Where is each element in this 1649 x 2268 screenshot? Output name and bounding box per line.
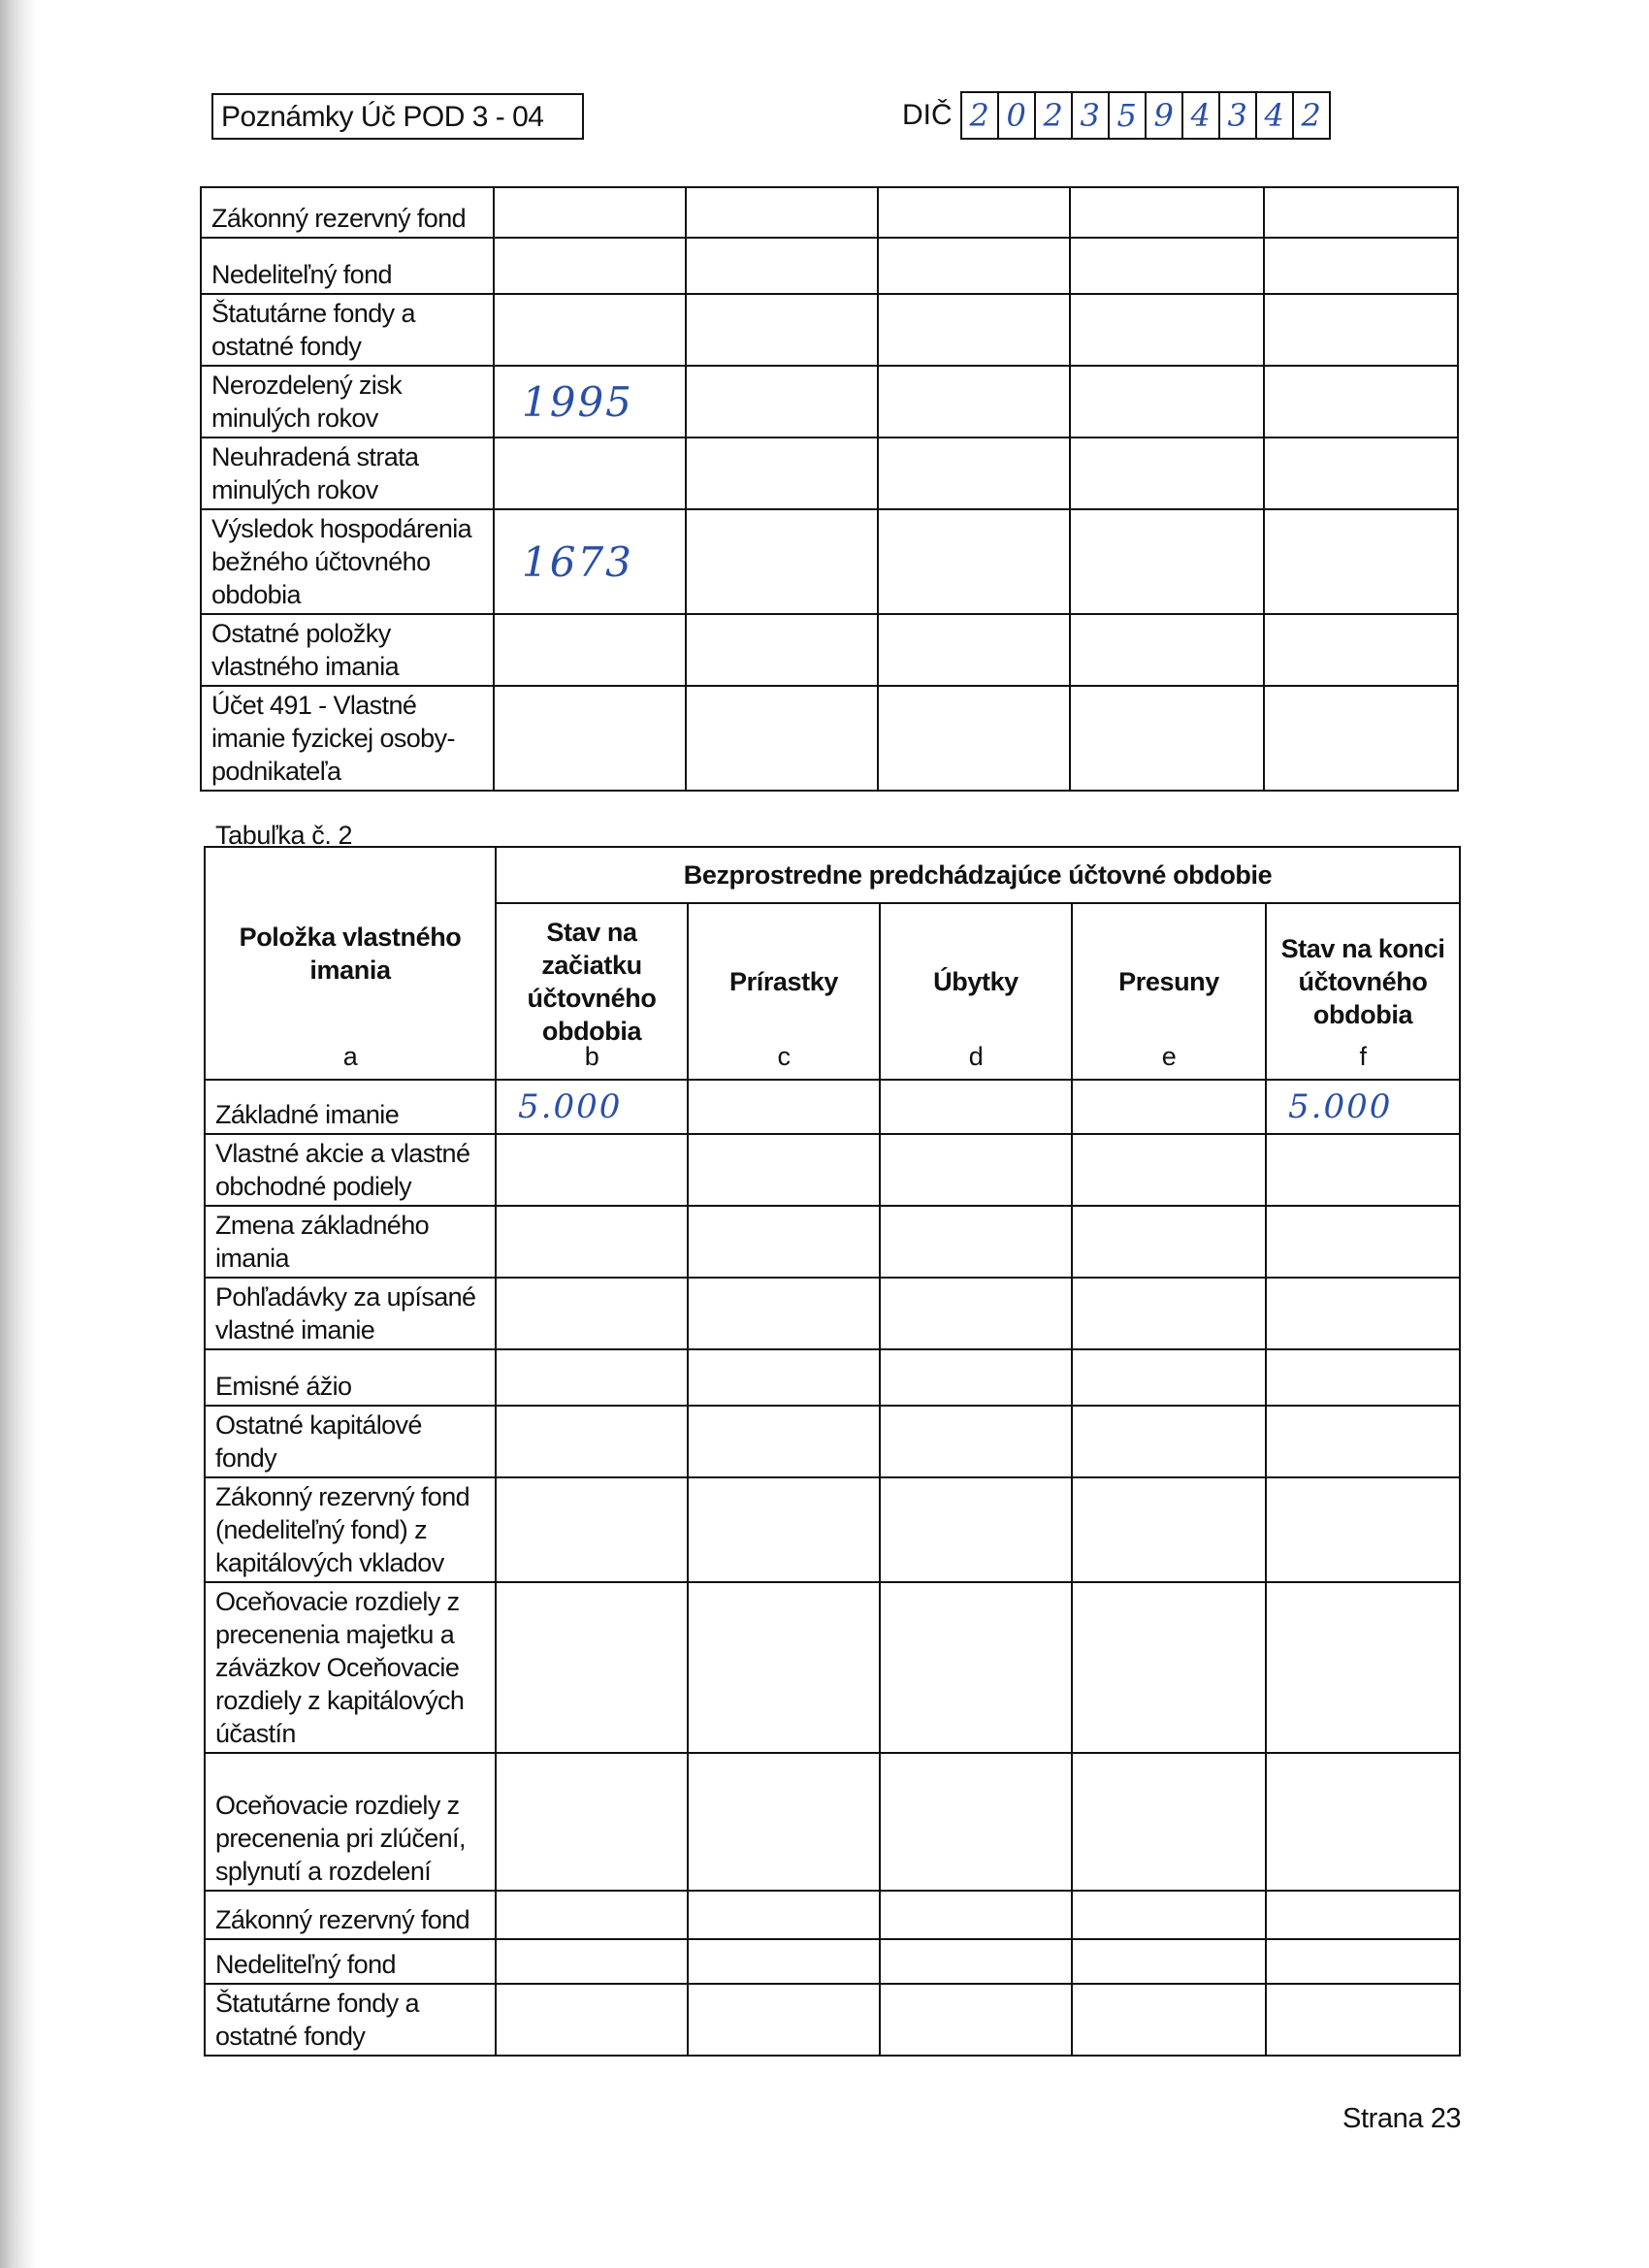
value-cell: [496, 1349, 688, 1406]
row-label: Ostatné kapitálové fondy: [205, 1406, 496, 1477]
table-row: [205, 1206, 1460, 1278]
handwritten-value: 1673: [494, 509, 686, 614]
table-row: [201, 366, 1458, 437]
column-title: Úbytky: [933, 967, 1018, 996]
column-header: [1266, 903, 1460, 1080]
row-label: Zákonný rezervný fond: [205, 1891, 496, 1939]
table-row: [205, 1582, 1460, 1753]
column-letter: f: [1359, 1042, 1367, 1071]
column-title: Stav na začiatku účtovného obdobia: [527, 918, 657, 1046]
form-label-box: Poznámky Úč POD 3 - 04: [211, 93, 584, 140]
row-label: Zmena základného imania: [205, 1206, 496, 1278]
value-cell: [1266, 1349, 1460, 1406]
dic-digit: 5: [1110, 93, 1147, 138]
value-cell: [496, 1891, 688, 1939]
table-row: [201, 437, 1458, 509]
value-cell: [496, 1406, 688, 1477]
table-row: [201, 509, 1458, 614]
handwritten-value: 5.000: [496, 1080, 688, 1134]
table-row: [201, 686, 1458, 791]
column-letter: b: [584, 1042, 599, 1071]
table-row: [205, 1477, 1460, 1582]
dic-digit: 2: [1301, 97, 1321, 134]
column-letter: a: [342, 1042, 358, 1071]
column-letter: e: [1161, 1042, 1177, 1071]
column-title: Stav na konci účtovného obdobia: [1280, 934, 1445, 1029]
table-row: [205, 1349, 1460, 1406]
table-row: [205, 1891, 1460, 1939]
column-title: Prírastky: [729, 967, 838, 996]
row-label: Štatutárne fondy a ostatné fondy: [201, 294, 494, 366]
dic-digit: 2: [962, 93, 999, 138]
row-label: Oceňovacie rozdiely z precenenia pri zlúčení, splynutí a rozdelení: [205, 1753, 496, 1891]
column-header: [496, 903, 688, 1080]
row-label: Emisné ážio: [205, 1349, 496, 1406]
row-label: Účet 491 - Vlastné imanie fyzickej osoby-podnikateľa: [201, 686, 494, 791]
table-row: [205, 1080, 1460, 1134]
value-cell: [496, 1939, 688, 1984]
column-header: [880, 903, 1072, 1080]
value-cell: [496, 1753, 688, 1891]
value-cell: [496, 1134, 688, 1206]
table-row: [205, 1278, 1460, 1349]
table-row: [201, 294, 1458, 366]
table-row: [201, 238, 1458, 294]
value-cell: [494, 437, 686, 509]
dic-digit: 3: [1220, 93, 1257, 138]
value-cell: [496, 1582, 688, 1753]
row-label: Zákonný rezervný fond (nedeliteľný fond) z kapitálových vkladov: [205, 1477, 496, 1582]
equity-table-2: [204, 846, 1461, 2057]
value-cell: [1266, 1939, 1460, 1984]
dic-digit-boxes: [960, 91, 1331, 140]
value-cell: [1266, 1278, 1460, 1349]
dic-digit: 4: [1183, 93, 1220, 138]
table-row: [205, 1984, 1460, 2056]
table-row: [205, 1939, 1460, 1984]
scan-page-edge: [0, 0, 37, 2268]
dic-digit: 2: [1036, 93, 1073, 138]
value-cell: [1266, 1477, 1460, 1582]
first-column-header: [205, 847, 496, 1080]
table-caption: Tabuľka č. 2: [215, 821, 353, 850]
table-row: [201, 187, 1458, 238]
value-cell: [1266, 1582, 1460, 1753]
row-label: Základné imanie: [205, 1080, 496, 1134]
value-cell: [1266, 1891, 1460, 1939]
table-row: [205, 1134, 1460, 1206]
dic-field: [902, 91, 1331, 140]
page-number: Strana 23: [1342, 2103, 1462, 2134]
column-letter: d: [968, 1042, 984, 1071]
first-column-title: Položka vlastného imania: [239, 923, 462, 985]
row-label: Zákonný rezervný fond: [201, 187, 494, 238]
value-cell: [494, 187, 686, 238]
row-label: Vlastné akcie a vlastné obchodné podiely: [205, 1134, 496, 1206]
row-label: Nerozdelený zisk minulých rokov: [201, 366, 494, 437]
row-label: Štatutárne fondy a ostatné fondy: [205, 1984, 496, 2056]
column-title: Presuny: [1118, 967, 1219, 996]
dic-digit: 9: [1147, 93, 1183, 138]
dic-digit: 0: [999, 93, 1036, 138]
table-row: [205, 1753, 1460, 1891]
dic-label: DIČ: [902, 99, 953, 131]
column-header: [1072, 903, 1266, 1080]
value-cell: [494, 614, 686, 686]
table-row: [201, 614, 1458, 686]
dic-digit: 3: [1073, 93, 1110, 138]
dic-digit: 4: [1257, 93, 1294, 138]
value-cell: [1266, 1984, 1460, 2056]
period-header: Bezprostredne predchádzajúce účtovné obdobie: [496, 847, 1460, 903]
value-cell: [1266, 1406, 1460, 1477]
row-label: Ostatné položky vlastného imania: [201, 614, 494, 686]
value-cell: [496, 1477, 688, 1582]
row-label: Nedeliteľný fond: [201, 238, 494, 294]
value-cell: [496, 1984, 688, 2056]
row-label: Výsledok hospodárenia bežného účtovného obdobia: [201, 509, 494, 614]
value-cell: [1266, 1753, 1460, 1891]
equity-table-continued: [200, 186, 1459, 792]
row-label: Neuhradená strata minulých rokov: [201, 437, 494, 509]
row-label: Oceňovacie rozdiely z precenenia majetku a záväzkov Oceňovacie rozdiely z kapitálových účastín: [205, 1582, 496, 1753]
value-cell: [494, 238, 686, 294]
row-label: Pohľadávky za upísané vlastné imanie: [205, 1278, 496, 1349]
column-letter: c: [777, 1042, 791, 1071]
value-cell: [494, 686, 686, 791]
column-header: [688, 903, 880, 1080]
handwritten-value: 1995: [494, 366, 686, 437]
row-label: Nedeliteľný fond: [205, 1939, 496, 1984]
value-cell: [496, 1206, 688, 1278]
value-cell: [1266, 1134, 1460, 1206]
handwritten-value: 5.000: [1266, 1080, 1460, 1134]
value-cell: [1266, 1206, 1460, 1278]
value-cell: [496, 1278, 688, 1349]
value-cell: [494, 294, 686, 366]
table-row: [205, 1406, 1460, 1477]
